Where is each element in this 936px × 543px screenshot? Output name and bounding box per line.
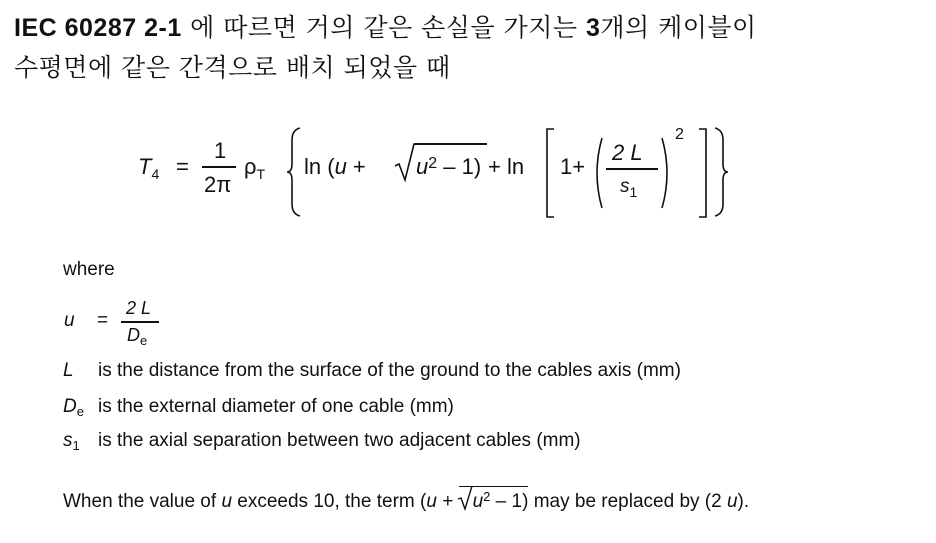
- heading-standard: IEC 60287 2-1: [14, 14, 182, 42]
- heading: [14, 8, 924, 88]
- u-definition: [63, 298, 203, 348]
- formula-ln-term-1: ln (u +: [304, 154, 366, 179]
- square-root-icon: [457, 485, 473, 511]
- note-sqrt: $u^2 - 1$): [459, 486, 529, 512]
- heading-text-1: 에 따르면 거의 같은 손실을 가지는: [181, 13, 586, 42]
- sqrt-overline: [415, 143, 487, 145]
- heading-line-2: 수평면에 같은 간격으로 배치 되었을 때: [14, 53, 451, 82]
- right-paren-icon: [660, 136, 674, 210]
- formula-frac-denominator: 2π: [204, 172, 232, 197]
- replacement-note: When the value of u exceeds 10, the term (u + $u^2 - 1$) may be replaced by (2 u).: [63, 486, 923, 513]
- u-def-equals: =: [97, 310, 109, 331]
- left-paren-icon: [590, 136, 604, 210]
- definition-symbol: $s_1$: [63, 430, 80, 453]
- definition-text: is the distance from the surface of the ground to the cables axis (mm): [98, 360, 681, 381]
- u-def-variable: u: [64, 310, 75, 331]
- where-label: where: [63, 259, 115, 280]
- right-square-bracket-icon: [698, 128, 708, 218]
- formula-rho: $\rho_T$: [244, 154, 266, 182]
- definition-row: [63, 430, 923, 453]
- u-def-numerator: 2 L: [126, 298, 152, 318]
- u-def-frac-line: [121, 321, 159, 323]
- heading-bold-number: 3: [585, 14, 601, 42]
- thermal-resistance-formula: [138, 122, 758, 222]
- u-def-denominator: $D_e$: [127, 325, 148, 348]
- formula-frac-line: [202, 166, 236, 168]
- formula-equals: =: [176, 154, 189, 179]
- left-curly-brace-icon: [286, 126, 304, 218]
- square-root-icon: [394, 142, 416, 184]
- formula-inner-numerator: 2 L: [612, 140, 643, 165]
- definition-symbol: L: [63, 360, 74, 381]
- formula-one-plus: 1+: [560, 154, 586, 179]
- formula-ln-term-2: + ln: [488, 154, 525, 179]
- right-curly-brace-icon: [712, 126, 730, 218]
- formula-frac-numerator: 1: [214, 138, 227, 163]
- formula-sqrt-content: $u^2 - 1$): [416, 154, 482, 179]
- heading-text-2: 개의 케이블이: [600, 13, 757, 42]
- definition-row: [63, 396, 923, 419]
- formula-lhs: $T_4$: [138, 154, 160, 182]
- definition-row: [63, 360, 923, 383]
- left-square-bracket-icon: [545, 128, 555, 218]
- definition-text: is the axial separation between two adjacent cables (mm): [98, 430, 581, 451]
- formula-inner-denominator: $s_1$: [620, 176, 638, 200]
- formula-outer-exponent: 2: [675, 126, 684, 143]
- definition-text: is the external diameter of one cable (mm): [98, 396, 454, 417]
- definition-symbol: $D_e$: [63, 396, 84, 419]
- formula-inner-frac-line: [606, 168, 658, 170]
